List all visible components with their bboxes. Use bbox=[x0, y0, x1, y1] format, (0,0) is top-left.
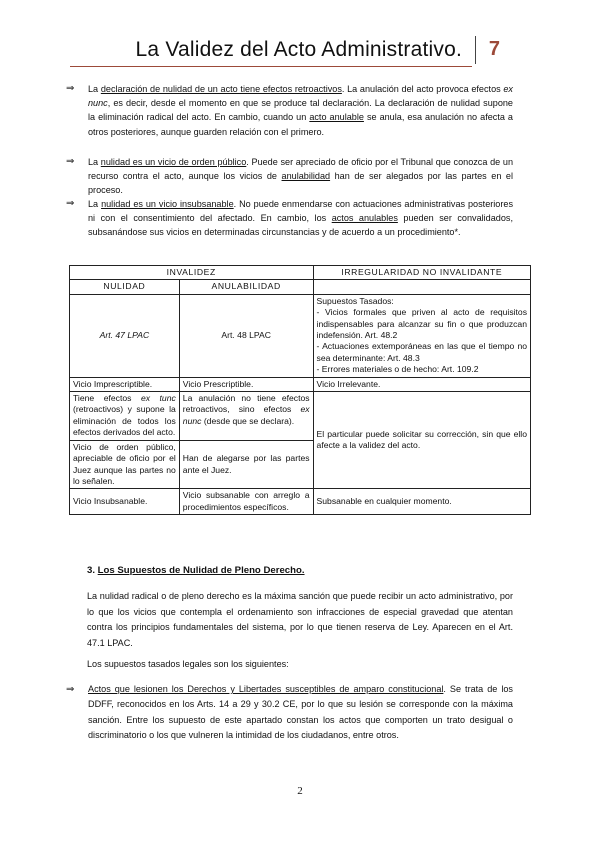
underlined-phrase: declaración de nulidad de un acto tiene efectos retroactivos bbox=[100, 84, 342, 94]
underlined-phrase: acto anulable bbox=[309, 112, 364, 123]
table-cell: Vicio Imprescriptible. bbox=[70, 377, 180, 391]
header-rule bbox=[70, 66, 472, 67]
underlined-phrase: nulidad es un vicio de orden público bbox=[100, 157, 247, 167]
table-cell: Art. 47 LPAC bbox=[70, 294, 180, 377]
bullet-item: ⇒ La nulidad es un vicio de orden público. Puede ser apreciado de oficio por el Tribunal que conozca de un recurso contra el acto, aunque los vicios de anulabilidad han de ser alegados por las partes en el proceso. bbox=[66, 156, 513, 196]
table-cell: Vicio Insubsanable. bbox=[70, 489, 180, 515]
page-header bbox=[70, 30, 530, 70]
section-heading: 3. Los Supuestos de Nulidad de Pleno Derecho. bbox=[87, 565, 305, 576]
table-row bbox=[70, 294, 531, 377]
invalidity-comparison-table bbox=[69, 265, 531, 515]
table-cell: Vicio Irrelevante. bbox=[313, 377, 530, 391]
page-number: 2 bbox=[297, 785, 303, 797]
header-anulabilidad: ANULABILIDAD bbox=[179, 280, 313, 294]
arrow-bullet-icon: ⇒ bbox=[66, 198, 75, 209]
underlined-phrase: anulabilidad bbox=[281, 171, 331, 182]
table-cell: Art. 48 LPAC bbox=[179, 294, 313, 377]
table-row bbox=[70, 489, 531, 515]
arrow-bullet-icon: ⇒ bbox=[66, 684, 75, 695]
table-cell: Vicio subsanable con arreglo a procedimientos específicos. bbox=[179, 489, 313, 515]
table-cell: Subsanable en cualquier momento. bbox=[313, 489, 530, 515]
table-cell: El particular puede solicitar su corrección, sin que ello afecte a la validez del acto. bbox=[313, 392, 530, 489]
header-irregularidad: IRREGULARIDAD NO INVALIDANTE bbox=[313, 266, 530, 280]
body-paragraph: La nulidad radical o de pleno derecho es la máxima sanción que puede recibir un acto administrativo, por lo que los vicios que contempla el ordenamiento son infracciones de especial gravedad que atentan contra los principios fundamentales del sistema, por lo que tienen reserva de Ley. Aparecen en el Art. 47.1 LPAC. bbox=[87, 591, 513, 648]
bullet-item: ⇒ La declaración de nulidad de un acto tiene efectos retroactivos. La anulación del acto provoca efectos ex nunc, es decir, desde el momento en que se produce tal declaración. La declaración de nulidad supone la eliminación radical del acto. En cambio, cuando un acto anulable se anula, esa anulación no afecta a otros posteriores, aunque guarden relación con el primero. bbox=[66, 83, 513, 137]
table-cell: Tiene efectos ex tunc (retroactivos) y supone la eliminación de todos los efectos derivados del acto. bbox=[70, 392, 180, 441]
table-cell: La anulación no tiene efectos retroactivos, sino efectos ex nunc (desde que se declara). bbox=[179, 392, 313, 441]
underlined-phrase: actos anulables bbox=[331, 213, 398, 224]
header-invalidez: INVALIDEZ bbox=[70, 266, 314, 280]
table-cell: Han de alegarse por las partes ante el Juez. bbox=[179, 440, 313, 489]
arrow-bullet-icon: ⇒ bbox=[66, 83, 75, 94]
bullet-item: ⇒ La nulidad es un vicio insubsanable. No puede enmendarse con actuaciones administrativas posteriores ni con el consentimiento del afectado. En cambio, los actos anulables pueden ser convalidados, subsanándose sus vicios en determinadas circunstancias y de acuerdo a un procedimiento*. bbox=[66, 198, 513, 238]
table-cell: Vicio de orden público, apreciable de oficio por el Juez aunque las partes no lo señalen. bbox=[70, 440, 180, 489]
table-header-row bbox=[70, 266, 531, 280]
arrow-bullet-icon: ⇒ bbox=[66, 156, 75, 167]
underlined-phrase: Actos que lesionen los Derechos y Libertades susceptibles de amparo constitucional bbox=[88, 684, 444, 694]
header-nulidad: NULIDAD bbox=[70, 280, 180, 294]
body-paragraph: Los supuestos tasados legales son los siguientes: bbox=[87, 659, 289, 669]
table-cell: Vicio Prescriptible. bbox=[179, 377, 313, 391]
chapter-number: 7 bbox=[488, 38, 500, 60]
table-cell: Supuestos Tasados: - Vicios formales que priven al acto de requisitos indispensables para alcanzar su fin o que produzcan indefensión. Art. 48.2 - Actuaciones extemporáneas en las que el tiempo no sea determinante: Art. 48.3 - Errores materiales o de hecho: Art. 109.2 bbox=[313, 294, 530, 377]
table-row bbox=[70, 392, 531, 441]
underlined-phrase: nulidad es un vicio insubsanable bbox=[101, 199, 234, 209]
table-subheader-row bbox=[70, 280, 531, 294]
bullet-item: ⇒ Actos que lesionen los Derechos y Libertades susceptibles de amparo constitucional. Se trata de los DDFF, reconocidos en los Arts. 14 a 29 y 30.2 CE, por lo que su lesión se corresponde con la máxima sanción. Entre los supuesto de este apartado constan los actos que comporten un trato desigual o discriminatorio o los que vulneren la intimidad de los ciudadanos, entre otros. bbox=[66, 684, 513, 741]
header-title: La Validez del Acto Administrativo. bbox=[135, 38, 462, 61]
table-row bbox=[70, 377, 531, 391]
